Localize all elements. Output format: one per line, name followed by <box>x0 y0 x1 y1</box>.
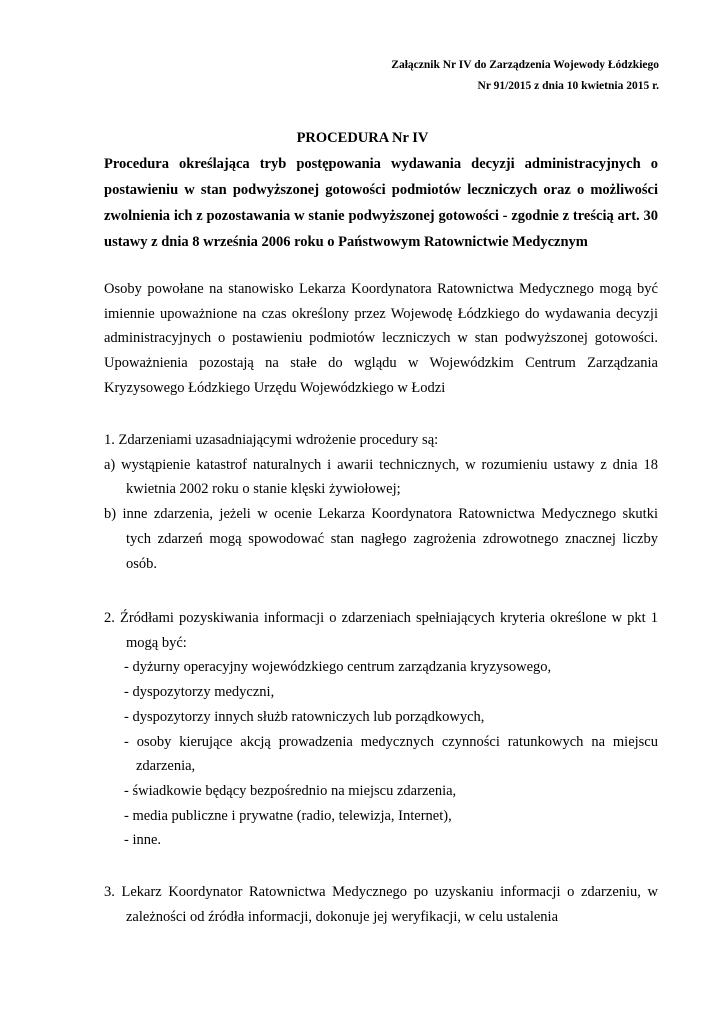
section-3 <box>104 880 658 929</box>
procedure-number: PROCEDURA Nr IV <box>296 130 429 146</box>
section-1-item-b: b) inne zdarzenia, jeżeli w ocenie Lekarza Koordynatora Ratownictwa Medycznego skutki tych zdarzeń mogą spowodować stan nagłego zagrożenia zdrowotnego znacznej liczby osób. <box>104 506 658 572</box>
section-1 <box>104 428 658 576</box>
section-2 <box>104 606 658 853</box>
header-line-2: Nr 91/2015 z dnia 10 kwietnia 2015 r. <box>477 80 659 92</box>
intro-paragraph: Osoby powołane na stanowisko Lekarza Koordynatora Ratownictwa Medycznego mogą być imiennie upoważnione na czas określony przez Wojewodę Łódzkiego do wydawania decyzji administracyjnych o postawieniu podmiotów leczniczych w stan podwyższonej gotowości. Upoważnienia pozostają na stałe do wglądu w Wojewódzkim Centrum Zarządzania Kryzysowego Łódzkiego Urzędu Wojewódzkiego w Łodzi <box>104 281 658 396</box>
section-2-heading: 2. Źródłami pozyskiwania informacji o zdarzeniach spełniających kryteria określone w pkt 1 mogą być: <box>104 610 658 651</box>
header-line-1: Załącznik Nr IV do Zarządzenia Wojewody Łódzkiego <box>391 59 659 71</box>
section-2-item: - świadkowie będący bezpośrednio na miejscu zdarzenia, <box>124 782 457 799</box>
section-3-text: 3. Lekarz Koordynator Ratownictwa Medycznego po uzyskaniu informacji o zdarzeniu, w zależności od źródła informacji, dokonuje jej weryfikacji, w celu ustalenia <box>104 884 658 925</box>
section-2-item: - inne. <box>124 832 162 849</box>
section-2-item: - dyżurny operacyjny wojewódzkiego centrum zarządzania kryzysowego, <box>124 659 552 676</box>
section-1-item-a: a) wystąpienie katastrof naturalnych i awarii technicznych, w rozumieniu ustawy z dnia 18 kwietnia 2002 roku o stanie klęski żywiołowej; <box>104 456 658 498</box>
section-2-item: - osoby kierujące akcją prowadzenia medycznych czynności ratunkowych na miejscu zdarzenia, <box>124 733 658 775</box>
section-2-item: - media publiczne i prywatne (radio, telewizja, Internet), <box>124 807 452 824</box>
section-2-item: - dyspozytorzy innych służb ratowniczych lub porządkowych, <box>124 708 485 725</box>
procedure-title: Procedura określająca tryb postępowania wydawania decyzji administracyjnych o postawieniu w stan podwyższonej gotowości podmiotów leczniczych oraz o możliwości zwolnienia ich z pozostawania w stanie podwyższonej gotowości - zgodnie z treścią art. 30 ustawy z dnia 8 września 2006 roku o Państwowym Ratownictwie Medycznym <box>104 156 658 250</box>
section-2-item: - dyspozytorzy medyczni, <box>124 684 275 701</box>
section-1-heading: 1. Zdarzeniami uzasadniającymi wdrożenie procedury są: <box>104 432 439 448</box>
